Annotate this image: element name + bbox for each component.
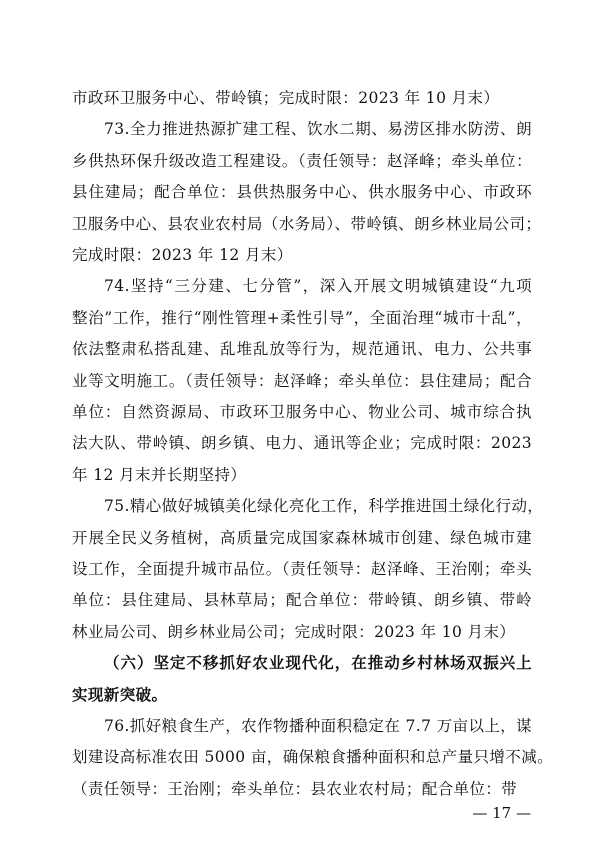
- section-heading: （六）坚定不移抓好农业现代化，在推动乡村林场双振兴上: [104, 653, 532, 673]
- text-line: 划建设高标准农田 5000 亩，确保粮食播种面积和总产量只增不减。: [72, 748, 554, 767]
- text-line: （责任领导：王治刚；牵头单位：县农业农村局；配合单位：带: [72, 779, 518, 798]
- page-number: — 17 —: [472, 804, 531, 822]
- text-line: 法大队、带岭镇、朗乡镇、电力、通讯等企业；完成时限：2023: [72, 434, 532, 453]
- text-line: 县住建局；配合单位：县供热服务中心、供水服务中心、市政环: [72, 183, 532, 202]
- text-line: 业等文明施工。（责任领导：赵泽峰；牵头单位：县住建局；配合: [72, 371, 532, 390]
- text-line: 74.坚持“三分建、七分管”，深入开展文明城镇建设“九项: [104, 277, 532, 296]
- text-line: 乡供热环保升级改造工程建设。（责任领导：赵泽峰；牵头单位：: [72, 151, 532, 170]
- text-line: 依法整肃私搭乱建、乱堆乱放等行为，规范通讯、电力、公共事: [72, 340, 532, 359]
- text-line: 市政环卫服务中心、带岭镇；完成时限：2023 年 10 月末）: [72, 89, 500, 107]
- text-line: 完成时限：2023 年 12 月末）: [72, 246, 293, 264]
- text-line: 单位：自然资源局、市政环卫服务中心、物业公司、城市综合执: [72, 403, 532, 421]
- text-line: 开展全民义务植树，高质量完成国家森林城市创建、绿色城市建: [72, 528, 532, 547]
- text-line: 林业局公司、朗乡林业局公司；完成时限：2023 年 10 月末）: [72, 622, 516, 641]
- section-heading: 实现新突破。: [72, 684, 168, 704]
- text-line: 整治”工作，推行“刚性管理+柔性引导”，全面治理“城市十乱”，: [72, 308, 532, 327]
- text-line: 76.抓好粮食生产，农作物播种面积稳定在 7.7 万亩以上，谋: [104, 717, 533, 735]
- text-line: 单位：县住建局、县林草局；配合单位：带岭镇、朗乡镇、带岭: [72, 591, 532, 610]
- text-line: 年 12 月末并长期坚持）: [72, 465, 247, 484]
- text-line: 设工作，全面提升城市品位。（责任领导：赵泽峰、王治刚；牵头: [72, 560, 532, 578]
- text-line: 卫服务中心、县农业农村局（水务局）、带岭镇、朗乡林业局公司；: [72, 214, 542, 233]
- text-line: 73.全力推进热源扩建工程、饮水二期、易涝区排水防涝、朗: [104, 120, 532, 139]
- text-line: 75.精心做好城镇美化绿化亮化工作，科学推进国土绿化行动，: [104, 497, 544, 516]
